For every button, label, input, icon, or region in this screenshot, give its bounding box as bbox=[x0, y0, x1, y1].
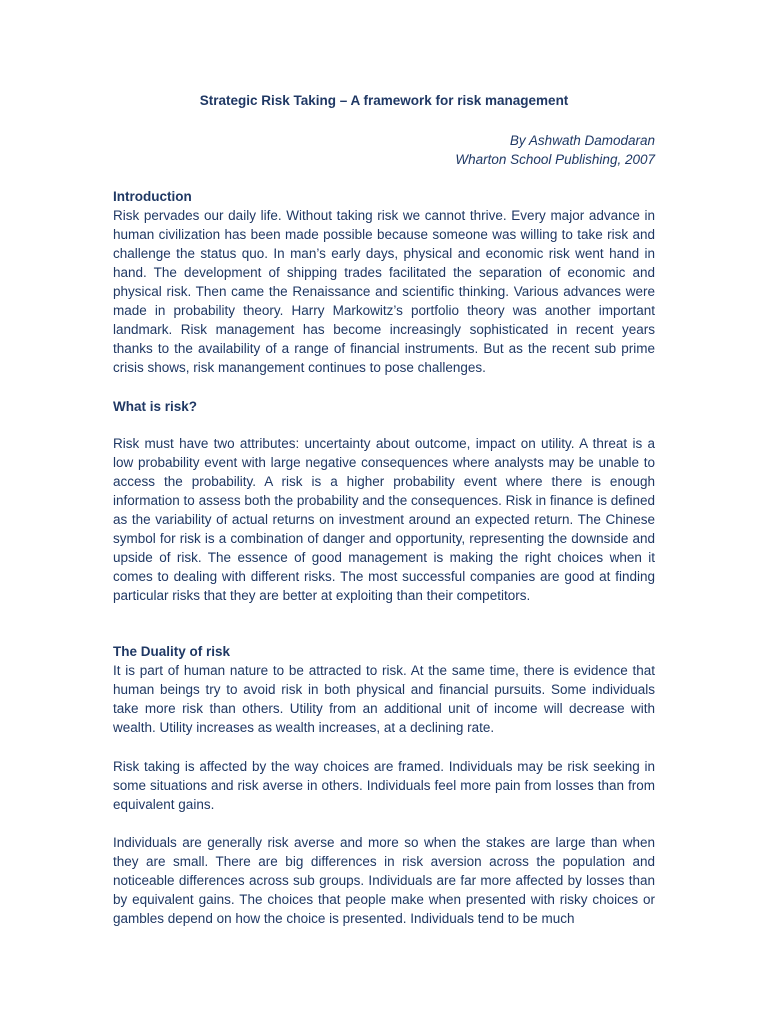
paragraph: Risk taking is affected by the way choices are framed. Individuals may be risk seeking in some situations and risk averse in others. Individuals feel more pain from losses than from equivalent gains. bbox=[113, 759, 655, 812]
section-duality-p2 bbox=[113, 757, 655, 814]
section-heading: The Duality of risk bbox=[113, 644, 231, 659]
author-line: By Ashwath Damodaran bbox=[509, 133, 655, 148]
section-introduction bbox=[113, 187, 655, 377]
section-heading: Introduction bbox=[113, 189, 192, 204]
paragraph: Risk pervades our daily life. Without taking risk we cannot thrive. Every major advance in human civilization has been made possible because someone was willing to take risk and challenge the status quo. In man’s early days, physical and economic risk went hand in hand. The development of shipping trades facilitated the separation of economic and physical risk. Then came the Renaissance and scientific thinking. Various advances were made in probability theory. Harry Markowitz’s portfolio theory was another important landmark. Risk management has become increasingly sophisticated in recent years thanks to the availability of a range of financial instruments. But as the recent sub prime crisis shows, risk manangement continues to pose challenges. bbox=[113, 208, 655, 375]
paragraph: Risk must have two attributes: uncertainty about outcome, impact on utility. A threat is a low probability event with large negative consequences where analysts may be unable to access the probability. A risk is a higher probability event where there is enough information to assess both the probability and the consequences. Risk in finance is defined as the variability of actual returns on investment around an expected return. The Chinese symbol for risk is a combination of danger and opportunity, representing the downside and upside of risk. The essence of good management is making the right choices when it comes to dealing with different risks. The most successful companies are good at finding particular risks that they are better at exploiting than their competitors. bbox=[113, 436, 655, 603]
paragraph: Individuals are generally risk averse and more so when the stakes are large than when they are small. There are big differences in risk aversion across the population and noticeable differences across sub groups. Individuals are far more affected by losses than by equivalent gains. The choices that people make when presented with risky choices or gambles depend on how the choice is presented. Individuals tend to be much bbox=[113, 835, 655, 926]
section-what-is-risk bbox=[113, 397, 655, 416]
publisher-line: Wharton School Publishing, 2007 bbox=[455, 152, 655, 167]
section-heading: What is risk? bbox=[113, 399, 198, 414]
section-what-is-risk-body bbox=[113, 434, 655, 605]
paragraph: It is part of human nature to be attracted to risk. At the same time, there is evidence that human beings try to avoid risk in both physical and financial pursuits. Some individuals take more risk than others. Utility from an additional unit of income will decrease with wealth. Utility increases as wealth increases, at a declining rate. bbox=[113, 663, 655, 735]
section-duality bbox=[113, 642, 655, 737]
section-duality-p3 bbox=[113, 833, 655, 928]
document-title: Strategic Risk Taking – A framework for risk management bbox=[199, 93, 569, 108]
